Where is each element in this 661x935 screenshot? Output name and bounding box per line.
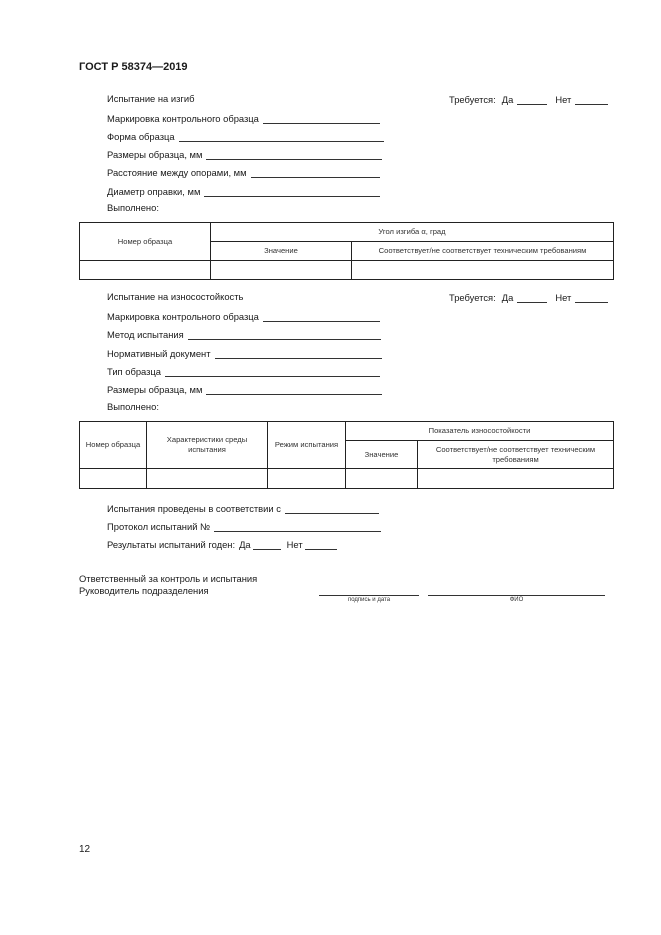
field-blank[interactable] bbox=[251, 167, 380, 178]
summary-blank[interactable] bbox=[285, 503, 379, 514]
field-label: Расстояние между опорами, мм bbox=[107, 167, 247, 178]
field-row bbox=[107, 147, 382, 160]
yes-blank[interactable] bbox=[517, 94, 547, 105]
field-label: Размеры образца, мм bbox=[107, 149, 203, 160]
bend-angle-group-header: Угол изгиба α, град bbox=[211, 223, 614, 242]
field-blank[interactable] bbox=[179, 131, 384, 142]
required-label: Требуется: bbox=[449, 292, 496, 303]
field-row bbox=[107, 346, 382, 359]
summary-row-conducted bbox=[107, 501, 379, 514]
field-blank[interactable] bbox=[204, 186, 380, 197]
field-label: Маркировка контрольного образца bbox=[107, 311, 259, 322]
col-env-header: Характеристики среды испытания bbox=[147, 422, 268, 469]
summary-blank[interactable] bbox=[214, 521, 381, 532]
bend-test-title: Испытание на изгиб bbox=[107, 93, 195, 104]
field-blank[interactable] bbox=[188, 329, 381, 340]
field-label: Форма образца bbox=[107, 131, 175, 142]
field-label: Нормативный документ bbox=[107, 348, 211, 359]
table-cell[interactable] bbox=[147, 469, 268, 489]
field-blank[interactable] bbox=[215, 348, 382, 359]
field-label: Диаметр оправки, мм bbox=[107, 186, 201, 197]
summary-row-result bbox=[107, 537, 337, 550]
wear-test-table bbox=[79, 421, 614, 489]
table-cell[interactable] bbox=[352, 261, 614, 280]
col-sample-header: Номер образца bbox=[80, 422, 147, 469]
responsible-label: Ответственный за контроль и испытания bbox=[79, 573, 258, 584]
table-row bbox=[80, 469, 614, 489]
col-mode-header: Режим испытания bbox=[268, 422, 346, 469]
yes-label: Да bbox=[501, 292, 514, 303]
table-row bbox=[80, 261, 614, 280]
col-compliance-header: Соответствует/не соответствует техническим требованиям bbox=[352, 242, 614, 261]
yes-label: Да bbox=[239, 539, 251, 550]
bend-test-required bbox=[449, 92, 612, 105]
field-row bbox=[107, 382, 382, 395]
name-caption: ФИО bbox=[509, 597, 524, 603]
field-label: Тип образца bbox=[107, 366, 162, 377]
summary-label: Результаты испытаний годен: bbox=[107, 539, 236, 550]
table-cell[interactable] bbox=[418, 469, 614, 489]
field-row bbox=[107, 364, 380, 377]
required-label: Требуется: bbox=[449, 94, 496, 105]
field-blank[interactable] bbox=[263, 311, 380, 322]
wear-index-group-header: Показатель износостойкости bbox=[346, 422, 614, 441]
field-blank[interactable] bbox=[263, 113, 380, 124]
field-row bbox=[107, 184, 380, 197]
name-line[interactable] bbox=[428, 595, 605, 596]
field-label: Маркировка контрольного образца bbox=[107, 113, 259, 124]
field-blank[interactable] bbox=[165, 366, 380, 377]
yes-label: Да bbox=[501, 94, 514, 105]
bend-test-table bbox=[79, 222, 614, 280]
table-cell[interactable] bbox=[346, 469, 418, 489]
wear-test-required bbox=[449, 290, 612, 303]
table-cell[interactable] bbox=[211, 261, 352, 280]
bend-done-label: Выполнено: bbox=[107, 202, 159, 213]
no-blank[interactable] bbox=[305, 539, 337, 550]
wear-done-label: Выполнено: bbox=[107, 401, 159, 412]
summary-label: Испытания проведены в соответствии с bbox=[107, 503, 281, 514]
field-label: Размеры образца, мм bbox=[107, 384, 203, 395]
col-value-header: Значение bbox=[211, 242, 352, 261]
field-row bbox=[107, 327, 381, 340]
signature-line[interactable] bbox=[319, 595, 419, 596]
field-label: Метод испытания bbox=[107, 329, 184, 340]
no-blank[interactable] bbox=[575, 292, 608, 303]
wear-test-title: Испытание на износостойкость bbox=[107, 291, 244, 302]
field-row bbox=[107, 165, 380, 178]
field-row bbox=[107, 309, 380, 322]
field-row bbox=[107, 111, 380, 124]
head-label: Руководитель подразделения bbox=[79, 585, 209, 596]
signature-caption: подпись и дата bbox=[347, 597, 391, 603]
field-blank[interactable] bbox=[206, 384, 382, 395]
no-label: Нет bbox=[286, 539, 303, 550]
table-cell[interactable] bbox=[268, 469, 346, 489]
summary-row-protocol bbox=[107, 519, 381, 532]
yes-blank[interactable] bbox=[517, 292, 547, 303]
col-compliance-header: Соответствует/не соответствует техническим требованиям bbox=[418, 441, 614, 469]
document-header: ГОСТ Р 58374—2019 bbox=[79, 61, 188, 73]
summary-label: Протокол испытаний № bbox=[107, 521, 211, 532]
no-label: Нет bbox=[555, 292, 572, 303]
table-cell[interactable] bbox=[80, 261, 211, 280]
page-number: 12 bbox=[79, 844, 91, 855]
field-row bbox=[107, 129, 384, 142]
no-blank[interactable] bbox=[575, 94, 608, 105]
yes-blank[interactable] bbox=[253, 539, 281, 550]
col-sample-header: Номер образца bbox=[80, 223, 211, 261]
col-value-header: Значение bbox=[346, 441, 418, 469]
no-label: Нет bbox=[555, 94, 572, 105]
table-cell[interactable] bbox=[80, 469, 147, 489]
field-blank[interactable] bbox=[206, 149, 382, 160]
